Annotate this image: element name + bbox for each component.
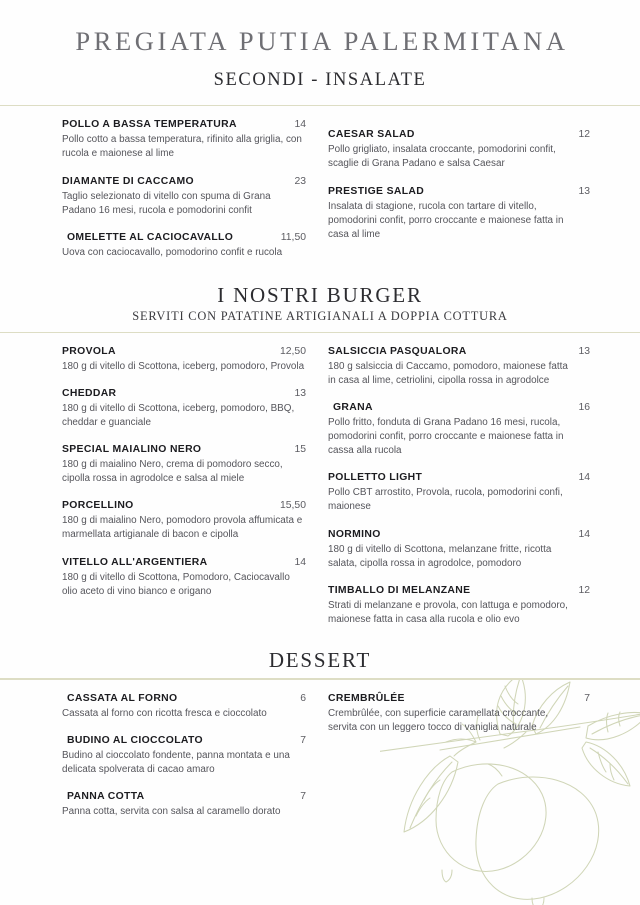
item-price: 13	[578, 185, 590, 197]
item-description: Panna cotta, servita con salsa al caramello dorato	[62, 806, 281, 818]
item-header	[62, 692, 306, 705]
item-price: 23	[294, 175, 306, 187]
item-name: NORMINO	[328, 528, 381, 540]
item-description: 180 g di vitello di Scottona, iceberg, pomodoro, BBQ, cheddar e guanciale	[62, 403, 295, 429]
item-name: CHEDDAR	[62, 388, 117, 400]
section-secondi-insalate	[0, 106, 640, 269]
item-description: Crembrûlée, con superficie caramellata croccante, servita con un leggero tocco di vaniglia naturale	[328, 707, 549, 733]
item-header	[62, 734, 306, 747]
item-price: 13	[578, 346, 590, 358]
item-header	[62, 556, 306, 569]
item-name: PORCELLINO	[62, 500, 134, 512]
restaurant-name: PREGIATA PUTIA PALERMITANA	[75, 26, 569, 56]
dessert-left-column	[0, 692, 320, 819]
menu-item[interactable]	[62, 556, 306, 599]
item-description: Pollo cotto a bassa temperatura, rifinito alla griglia, con rucola e maionese al lime	[62, 134, 302, 160]
menu-item[interactable]	[328, 584, 590, 627]
item-name: SALSICCIA PASQUALORA	[328, 346, 467, 358]
item-description: 180 g di vitello di Scottona, Pomodoro, Caciocavallo olio aceto di vino bianco e origano	[62, 571, 290, 597]
item-header	[62, 175, 306, 188]
masthead	[0, 0, 640, 91]
item-price: 7	[584, 692, 590, 704]
item-header	[62, 443, 306, 456]
item-description: Insalata di stagione, rucola con tartare di vitello, pomodorini confit, porro croccante e maionese fatta in casa al lime	[328, 200, 564, 240]
item-header	[328, 185, 590, 198]
item-header	[62, 231, 306, 244]
item-header	[328, 345, 590, 358]
menu-item[interactable]	[328, 345, 590, 388]
item-description: 180 g salsiccia di Caccamo, pomodoro, maionese fatta in casa al lime, cetriolini, cipolla rossa in agrodolce	[328, 361, 568, 387]
item-name: PRESTIGE SALAD	[328, 185, 425, 197]
item-description: Pollo CBT arrostito, Provola, rucola, pomodorini confi, maionese	[328, 487, 563, 513]
item-name: POLLETTO LIGHT	[328, 472, 423, 484]
item-price: 11,50	[280, 231, 306, 243]
item-header	[328, 692, 590, 705]
secondi-right-column	[320, 118, 640, 241]
item-description: 180 g di maialino Nero, crema di pomodoro secco, cipolla rossa in agrodolce e salsa al miele	[62, 459, 283, 485]
menu-item[interactable]	[62, 790, 306, 819]
item-name: PROVOLA	[62, 346, 116, 358]
item-description: Cassata al forno con ricotta fresca e cioccolato	[62, 707, 267, 719]
item-header	[62, 387, 306, 400]
item-name: CASSATA AL FORNO	[67, 692, 178, 704]
item-header	[62, 790, 306, 803]
menu-item[interactable]	[62, 499, 306, 542]
section-subtitle-burger: SERVITI CON PATATINE ARTIGIANALI A DOPPIA COTTURA	[132, 309, 508, 324]
menu-item[interactable]	[328, 471, 590, 514]
item-header	[328, 471, 590, 484]
menu-item[interactable]	[62, 345, 306, 374]
menu-item[interactable]	[328, 128, 590, 171]
item-header	[328, 128, 590, 141]
section-header-dessert	[0, 639, 640, 679]
menu-item[interactable]	[62, 387, 306, 430]
item-name: SPECIAL MAIALINO NERO	[62, 444, 202, 456]
item-price: 13	[294, 388, 306, 400]
section-header-burger	[0, 270, 640, 332]
item-name: TIMBALLO DI MELANZANE	[328, 584, 471, 596]
item-price: 7	[300, 791, 306, 803]
item-description: Budino al cioccolato fondente, panna montata e una delicata spolverata di cacao amaro	[62, 749, 290, 776]
section-burger	[0, 333, 640, 639]
item-price: 14	[294, 119, 306, 131]
menu-item[interactable]	[62, 231, 306, 260]
item-price: 14	[578, 472, 590, 484]
item-description: 180 g di vitello di Scottona, melanzane fritte, ricotta salata, cipolla rossa in agrodolce, pomodoro	[328, 543, 552, 569]
item-header	[328, 528, 590, 541]
item-name: OMELETTE AL CACIOCAVALLO	[67, 231, 234, 243]
item-header	[62, 499, 306, 512]
menu-item[interactable]	[62, 118, 306, 161]
menu-item[interactable]	[328, 528, 590, 571]
menu-item[interactable]	[328, 401, 590, 458]
item-description: Taglio selezionato di vitello con spuma di Grana Padano 16 mesi, rucola e pomodorini confit	[62, 190, 271, 216]
menu-item[interactable]	[328, 692, 590, 735]
item-name: PANNA COTTA	[67, 791, 145, 803]
item-price: 14	[294, 556, 306, 568]
burger-right-column	[320, 345, 640, 627]
burger-left-column	[0, 345, 320, 599]
item-description: Pollo grigliato, insalata croccante, pomodorini confit, scaglie di Grana Padano e salsa Caesar	[328, 144, 556, 170]
item-description: Pollo fritto, fonduta di Grana Padano 16 mesi, rucola, pomodorini confit, porro croccante e maionese fatta in cassa alla rucola	[328, 417, 564, 457]
item-description: Strati di melanzane e provola, con lattuga e pomodoro, maionese fatta in casa alla rucola e olio evo	[328, 599, 568, 625]
item-description: 180 g di vitello di Scottona, iceberg, pomodoro, Provola	[62, 361, 305, 373]
item-name: CAESAR SALAD	[328, 129, 415, 141]
item-name: GRANA	[333, 402, 373, 414]
secondi-left-column	[0, 118, 320, 259]
item-price: 12	[578, 129, 590, 141]
item-name: BUDINO AL CIOCCOLATO	[67, 734, 203, 746]
item-name: VITELLO ALL'ARGENTIERA	[62, 556, 208, 568]
menu-item[interactable]	[62, 443, 306, 486]
item-name: DIAMANTE DI CACCAMO	[62, 175, 194, 187]
section-title-secondi: SECONDI - INSALATE	[213, 70, 427, 91]
section-title-burger: I NOSTRI BURGER	[217, 282, 423, 307]
item-name: CREMBRÛLÉE	[328, 692, 405, 704]
dessert-right-column	[320, 692, 640, 735]
item-description: Uova con caciocavallo, pomodorino confit e rucola	[62, 246, 283, 258]
menu-item[interactable]	[62, 175, 306, 218]
item-price: 16	[578, 402, 590, 414]
item-header	[328, 401, 590, 414]
menu-item[interactable]	[62, 734, 306, 777]
menu-item[interactable]	[328, 185, 590, 242]
item-price: 6	[300, 692, 306, 704]
item-price: 12	[578, 584, 590, 596]
item-price: 7	[300, 734, 306, 746]
section-title-dessert: DESSERT	[268, 647, 372, 672]
item-description: 180 g di maialino Nero, pomodoro provola affumicata e marmellata artigianale di bacon e cipolla	[62, 515, 303, 541]
item-price: 14	[578, 528, 590, 540]
item-header	[62, 345, 306, 358]
item-price: 12,50	[279, 346, 306, 358]
menu-item[interactable]	[62, 692, 306, 721]
item-price: 15,50	[279, 500, 306, 512]
item-price: 15	[294, 444, 306, 456]
item-header	[328, 584, 590, 597]
item-header	[62, 118, 306, 131]
section-dessert	[0, 680, 640, 829]
item-name: POLLO A BASSA TEMPERATURA	[62, 119, 237, 131]
